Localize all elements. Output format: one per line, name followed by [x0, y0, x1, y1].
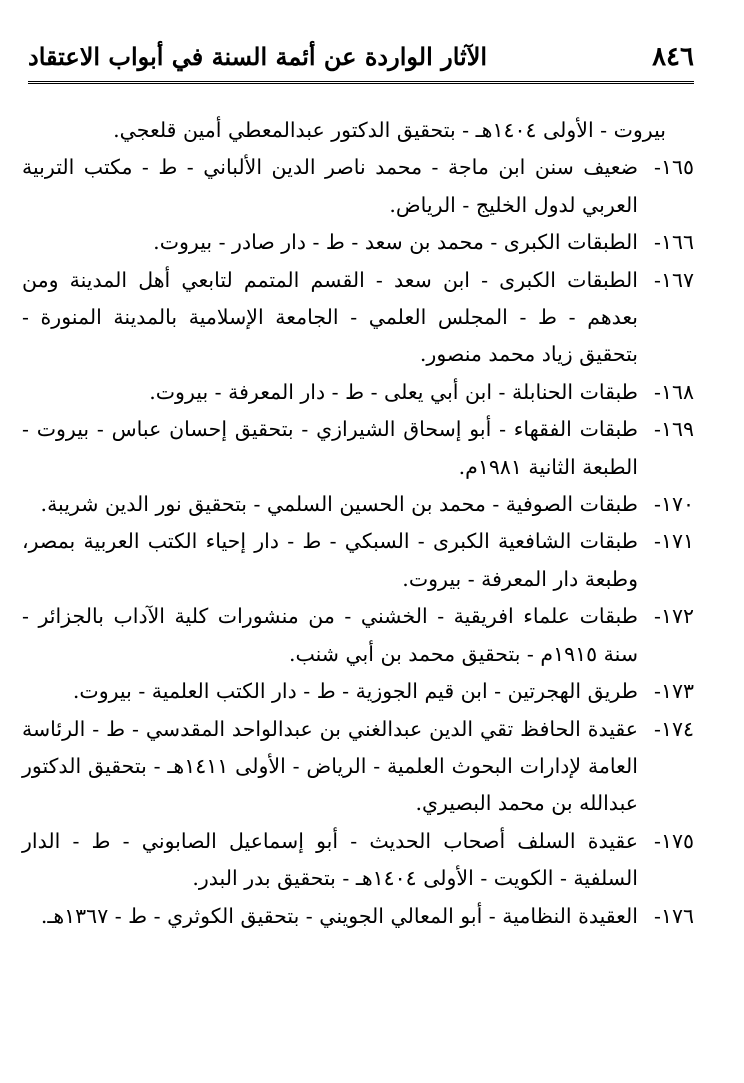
bibliography-entry — [22, 411, 694, 486]
bibliography-entry — [22, 711, 694, 823]
bibliography-entry — [22, 149, 694, 224]
entry-number: ١٦٩- — [654, 417, 694, 442]
entry-number: ١٧٣- — [654, 679, 694, 704]
entry-number: ١٦٨- — [654, 379, 694, 404]
running-title: الآثار الواردة عن أئمة السنة في أبواب الاعتقاد — [28, 42, 488, 71]
entry-number: ١٦٦- — [654, 230, 694, 255]
continued-entry-text: بيروت - الأولى ١٤٠٤هـ - بتحقيق الدكتور عبدالمعطي أمين قلعجي. — [113, 118, 666, 142]
bibliography-entry — [22, 898, 694, 935]
entry-text: الطبقات الكبرى - محمد بن سعد - ط - دار صادر - بيروت. — [153, 230, 638, 255]
entry-text: طبقات الصوفية - محمد بن الحسين السلمي - بتحقيق نور الدين شريبة. — [40, 492, 638, 517]
entry-text: طبقات الشافعية الكبرى - السبكي - ط - دار إحياء الكتب العربية بمصر، وطبعة دار المعرفة - بيروت. — [22, 529, 638, 591]
entry-number: ١٧٦- — [654, 903, 694, 928]
bibliography-entry — [22, 673, 694, 710]
entry-text: العقيدة النظامية - أبو المعالي الجويني - بتحقيق الكوثري - ط - ١٣٦٧هـ. — [40, 903, 638, 928]
entry-number: ١٦٥- — [654, 155, 694, 180]
header-rule — [28, 81, 694, 84]
bibliography-entry — [22, 224, 694, 261]
running-header — [28, 40, 694, 84]
entry-text: ضعيف سنن ابن ماجة - محمد ناصر الدين الألباني - ط - مكتب التربية العربي لدول الخليج - الرياض. — [22, 155, 638, 217]
bibliography-entry — [22, 823, 694, 898]
bibliography-entry — [22, 523, 694, 598]
entry-text: طريق الهجرتين - ابن قيم الجوزية - ط - دار الكتب العلمية - بيروت. — [72, 679, 638, 704]
page-number: ٨٤٦ — [652, 42, 694, 72]
entry-number: ١٧٥- — [654, 828, 694, 853]
entry-number: ١٦٧- — [654, 267, 694, 292]
bibliography-entry — [22, 374, 694, 411]
entry-text: عقيدة السلف أصحاب الحديث - أبو إسماعيل الصابوني - ط - الدار السلفية - الكويت - الأولى ١٤٠٤هـ - بتحقيق بدر البدر. — [22, 828, 638, 891]
bibliography-entry — [22, 598, 694, 673]
entry-number: ١٧٢- — [654, 604, 694, 629]
entry-text: الطبقات الكبرى - ابن سعد - القسم المتمم لتابعي أهل المدينة ومن بعدهم - ط - المجلس العلمي - الجامعة الإسلامية بالمدينة المنورة - بتحقيق زياد محمد منصور. — [22, 267, 638, 367]
bibliography-entry — [22, 262, 694, 374]
entry-text: عقيدة الحافظ تقي الدين عبدالغني بن عبدالواحد المقدسي - ط - الرئاسة العامة لإدارات البحوث العلمية - الرياض - الأولى ١٤١١هـ - بتحقيق الدكتور عبدالله بن محمد البصيري. — [22, 716, 638, 816]
entry-text: طبقات الحنابلة - ابن أبي يعلى - ط - دار المعرفة - بيروت. — [149, 379, 638, 404]
entry-number: ١٧١- — [654, 529, 694, 554]
entry-number: ١٧٤- — [654, 716, 694, 741]
bibliography-list — [22, 112, 694, 935]
entry-text: طبقات الفقهاء - أبو إسحاق الشيرازي - بتحقيق إحسان عباس - بيروت - الطبعة الثانية ١٩٨١م. — [22, 417, 638, 479]
bibliography-entry — [22, 486, 694, 523]
entry-text: طبقات علماء افريقية - الخشني - من منشورات كلية الآداب بالجزائر - سنة ١٩١٥م - بتحقيق محمد بن أبي شنب. — [22, 604, 638, 666]
entry-number: ١٧٠- — [654, 492, 694, 517]
